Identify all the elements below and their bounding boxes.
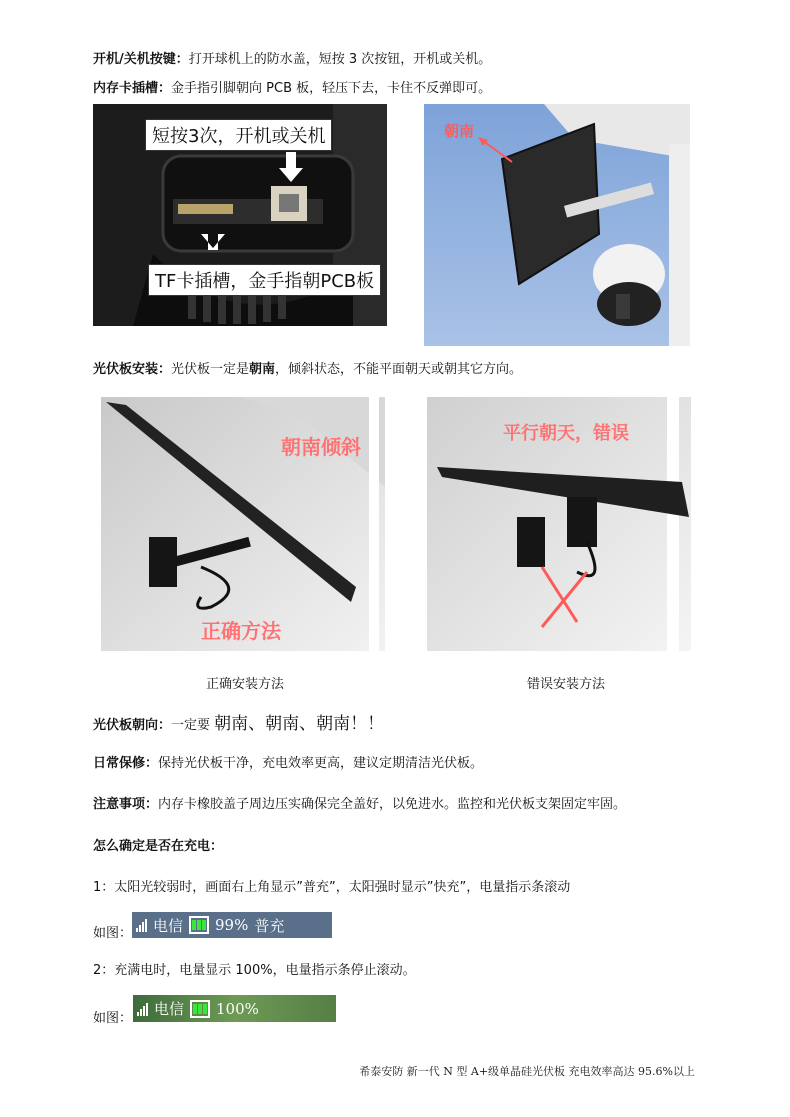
charge-mode: 普充 [254,916,285,935]
memory-card-instruction [93,80,491,98]
section-text-b: ，倾斜状态，不能平面朝天或朝其它方向。 [275,362,523,377]
slot-note: TF卡插槽，金手指朝PCB板 [148,264,381,296]
carrier-name: 电信 [153,916,184,935]
battery-icon [189,916,209,934]
section-text-a: 光伏板一定是 [171,362,250,377]
section-label: 开机/关机按键： [93,52,189,67]
battery-percent: 99% [215,916,249,934]
page-footer: 希泰安防 新一代 N 型 A+级单晶硅光伏板 充电效率高达 95.6%以上 [359,1065,695,1078]
section-label: 注意事项： [93,797,159,812]
example-label-2: 如图： [93,1011,133,1026]
power-button-instruction [93,51,491,69]
section-label: 光伏板安装： [93,362,172,377]
section-text: 内存卡橡胶盖子周边压实确保完全盖好，以免进水。监控和光伏板支架固定牢固。 [158,797,627,812]
section-label: 内存卡插槽： [93,81,172,96]
charging-item-2: 2：充满电时，电量显示 100%，电量指示条停止滚动。 [93,963,416,978]
battery-icon [190,1000,210,1018]
panel-orientation-instruction [93,713,384,737]
tilt-south-label: 朝南倾斜 [281,435,361,459]
south-facing-photo [424,104,690,346]
section-text-bold: 朝南 [249,362,276,377]
section-text: 打开球机上的防水盖，短按 3 次按钮，开机或关机。 [188,52,492,67]
battery-percent: 100% [216,999,259,1018]
wrong-install-photo [427,397,691,651]
section-label: 光伏板朝向： [93,718,172,733]
section-text: 金手指引脚朝向 PCB 板，轻压下去，卡住不反弹即可。 [171,81,492,96]
signal-icon [136,918,147,932]
charging-item-1: 1：太阳光较弱时，画面右上角显示”普充”，太阳强时显示”快充”，电量指示条滚动 [93,880,571,895]
correct-install-photo [101,397,385,651]
example-label-1: 如图： [93,926,133,941]
caption-correct: 正确安装方法 [206,677,285,692]
section-text: 保持光伏板干净，充电效率更高，建议定期清洁光伏板。 [158,756,484,771]
camera-slot-photo [93,104,387,326]
carrier-name: 电信 [154,1000,185,1018]
orientation-emphasis: 朝南、朝南、朝南！！ [214,714,385,734]
status-bar-charging [132,912,332,938]
status-bar-full [133,995,336,1022]
section-label: 日常保修： [93,756,159,771]
caption-wrong: 错误安装方法 [527,677,606,692]
panel-install-instruction [93,361,522,379]
button-note: 短按3次，开机或关机 [145,119,332,151]
section-text-a: 一定要 [171,718,215,733]
correct-method-overlay: 正确方法 [201,619,281,643]
signal-icon [137,1002,148,1016]
notes-instruction [93,796,626,814]
charging-check-heading: 怎么确定是否在充电： [93,839,224,854]
south-label: 朝南 [444,122,475,140]
maintenance-instruction [93,755,483,773]
arrow-icon [474,134,514,164]
flat-wrong-label: 平行朝天，错误 [503,423,629,444]
